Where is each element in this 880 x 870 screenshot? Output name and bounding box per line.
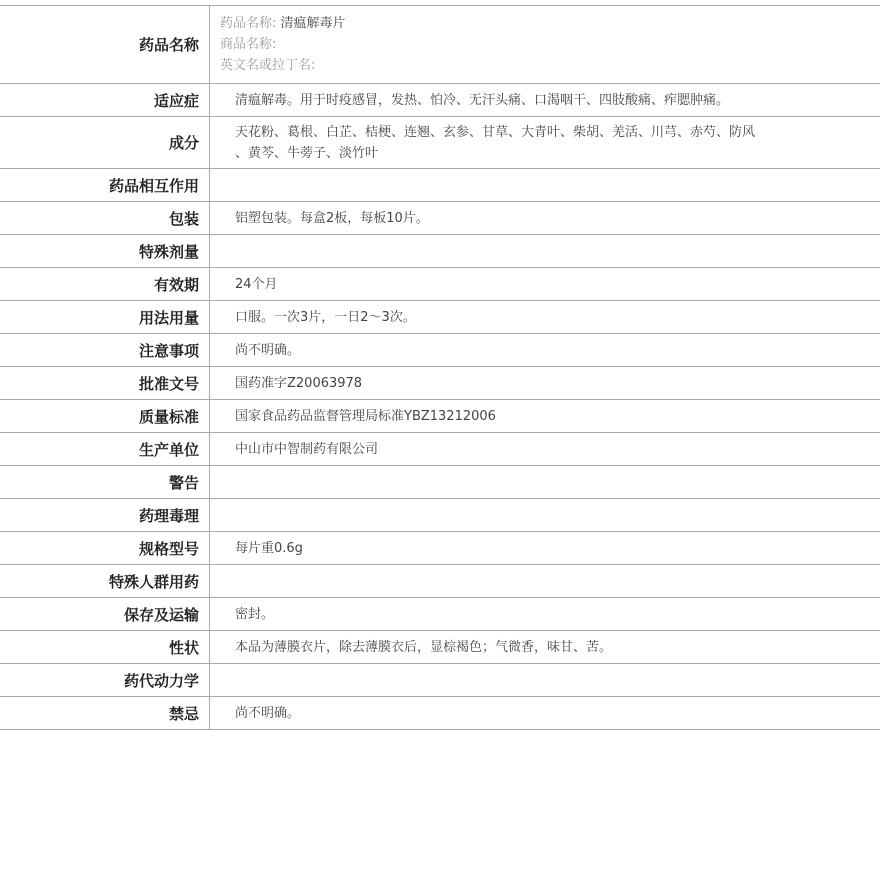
row-label: 包装 bbox=[0, 202, 210, 235]
row-value: 尚不明确。 bbox=[210, 334, 880, 367]
row-value: 本品为薄膜衣片，除去薄膜衣后，显棕褐色；气微香，味甘、苦。 bbox=[210, 631, 880, 664]
row-value: 清瘟解毒。用于时疫感冒，发热、怕冷、无汗头痛、口渴咽干、四肢酸痛、痄腮肿痛。 bbox=[210, 84, 880, 117]
row-value: 中山市中智制药有限公司 bbox=[210, 433, 880, 466]
row-label: 药品名称 bbox=[0, 6, 210, 84]
row-label: 禁忌 bbox=[0, 697, 210, 730]
row-value bbox=[210, 664, 880, 697]
table-row-warning bbox=[0, 466, 880, 499]
row-value bbox=[210, 117, 880, 169]
english-name-line bbox=[220, 55, 870, 76]
table-row-ingredients bbox=[0, 117, 880, 169]
table-row-manufacturer bbox=[0, 433, 880, 466]
row-value bbox=[210, 169, 880, 202]
table-row-storage bbox=[0, 598, 880, 631]
table-row-quality-standard bbox=[0, 400, 880, 433]
row-value: 24个月 bbox=[210, 268, 880, 301]
row-label: 适应症 bbox=[0, 84, 210, 117]
row-label: 用法用量 bbox=[0, 301, 210, 334]
row-label: 性状 bbox=[0, 631, 210, 664]
ingredients-line-1: 天花粉、葛根、白芷、桔梗、连翘、玄参、甘草、大青叶、柴胡、羌活、川芎、赤芍、防风 bbox=[235, 124, 756, 140]
row-label: 成分 bbox=[0, 117, 210, 169]
table-row-interactions bbox=[0, 169, 880, 202]
row-label: 特殊人群用药 bbox=[0, 565, 210, 598]
table-row-dosage bbox=[0, 301, 880, 334]
table-row-description bbox=[0, 631, 880, 664]
generic-name-label: 药品名称: bbox=[220, 16, 277, 31]
row-label: 有效期 bbox=[0, 268, 210, 301]
row-value: 每片重0.6g bbox=[210, 532, 880, 565]
row-label: 批准文号 bbox=[0, 367, 210, 400]
table-row-special-dosage bbox=[0, 235, 880, 268]
row-value bbox=[210, 565, 880, 598]
table-row-approval-number bbox=[0, 367, 880, 400]
row-value: 国家食品药品监督管理局标准YBZ13212006 bbox=[210, 400, 880, 433]
row-value: 密封。 bbox=[210, 598, 880, 631]
table-row-precautions bbox=[0, 334, 880, 367]
generic-name-line bbox=[220, 13, 870, 34]
row-label: 生产单位 bbox=[0, 433, 210, 466]
row-label: 药品相互作用 bbox=[0, 169, 210, 202]
row-label: 保存及运输 bbox=[0, 598, 210, 631]
row-value: 尚不明确。 bbox=[210, 697, 880, 730]
table-row-pharmacokinetics bbox=[0, 664, 880, 697]
table-row-pharmacology bbox=[0, 499, 880, 532]
row-label: 规格型号 bbox=[0, 532, 210, 565]
row-value: 口服。一次3片，一日2～3次。 bbox=[210, 301, 880, 334]
row-value bbox=[210, 235, 880, 268]
drug-name-block bbox=[210, 6, 880, 84]
generic-name-value: 清瘟解毒片 bbox=[280, 16, 346, 31]
english-name-label: 英文名或拉丁名: bbox=[220, 58, 316, 73]
row-label: 注意事项 bbox=[0, 334, 210, 367]
drug-info-table bbox=[0, 5, 880, 730]
trade-name-label: 商品名称: bbox=[220, 37, 277, 52]
row-value bbox=[210, 466, 880, 499]
row-label: 警告 bbox=[0, 466, 210, 499]
row-value: 铝塑包装。每盒2板，每板10片。 bbox=[210, 202, 880, 235]
table-row-drug-name bbox=[0, 6, 880, 84]
row-label: 药代动力学 bbox=[0, 664, 210, 697]
trade-name-line bbox=[220, 34, 870, 55]
row-value: 国药准字Z20063978 bbox=[210, 367, 880, 400]
ingredients-line-2: 、黄芩、牛蒡子、淡竹叶 bbox=[235, 145, 379, 161]
table-row-contraindications bbox=[0, 697, 880, 730]
table-row-specification bbox=[0, 532, 880, 565]
table-row-special-populations bbox=[0, 565, 880, 598]
table-row-packaging bbox=[0, 202, 880, 235]
row-label: 药理毒理 bbox=[0, 499, 210, 532]
row-label: 质量标准 bbox=[0, 400, 210, 433]
table-row-indications bbox=[0, 84, 880, 117]
row-value bbox=[210, 499, 880, 532]
row-label: 特殊剂量 bbox=[0, 235, 210, 268]
table-row-shelf-life bbox=[0, 268, 880, 301]
